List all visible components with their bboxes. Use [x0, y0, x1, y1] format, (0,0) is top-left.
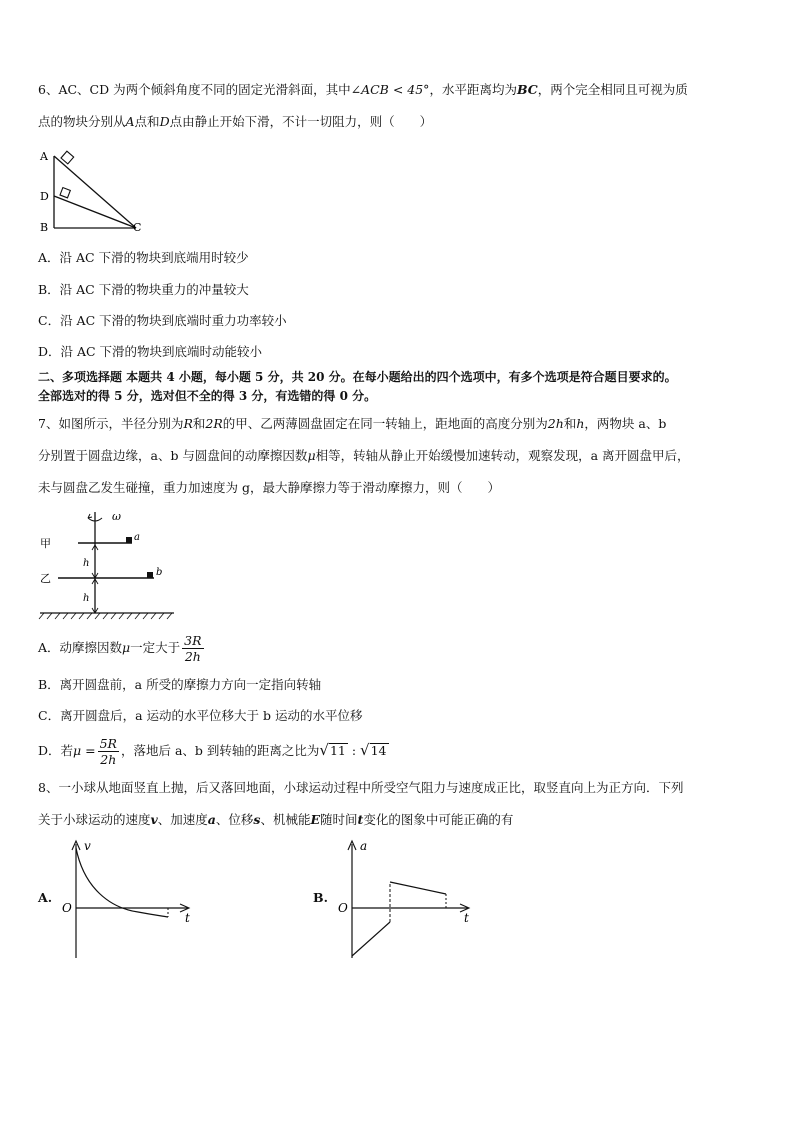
mu-equals: μ = — [73, 743, 96, 758]
q8-text: 、机械能 — [260, 812, 311, 827]
block-a-label: a — [134, 532, 140, 543]
q8-graph-a — [58, 836, 208, 962]
q8-text: 、加速度 — [157, 812, 208, 827]
label-d: D — [40, 190, 49, 203]
label-c: C — [133, 221, 142, 234]
q7-text: 和 — [192, 416, 206, 431]
sqrt-11-radical: √ — [319, 741, 329, 759]
var-s: s — [253, 812, 261, 827]
q7-text: 相等，转轴从静止开始缓慢加速转动，观察发现，a 离开圆盘甲后， — [315, 448, 690, 463]
q6-text: 点由静止开始下滑，不计一切阻力，则（ ） — [169, 114, 433, 129]
q8-text: 随时间 — [320, 812, 358, 827]
q6-option-b: B．沿 AC 下滑的物块重力的冲量较大 — [38, 282, 249, 297]
segment-bc: BC — [516, 82, 538, 97]
q6-text: 6、AC、CD 为两个倾斜角度不同的固定光滑斜面，其中 — [38, 82, 351, 97]
section2-line2: 全部选对的得 5 分，选对但不全的得 3 分，有选错的得 0 分。 — [38, 389, 377, 403]
var-mu: μ — [307, 448, 316, 463]
graph-b-x-label: t — [464, 911, 469, 925]
q8-line1: 8、一小球从地面竖直上抛，后又落回地面，小球运动过程中所受空气阻力与速度成正比，取竖直向上为正方向．下列 — [38, 780, 684, 795]
label-a: A — [40, 150, 48, 163]
q6-line1 — [38, 82, 688, 98]
graph-b-origin: O — [338, 901, 348, 915]
var-2h: 2h — [547, 416, 564, 431]
fraction-numerator: 5R — [99, 736, 117, 751]
section2-line1: 二、多项选择题 本题共 4 小题，每小题 5 分，共 20 分。在每小题给出的四个选项中，有多个选项是符合题目要求的。 — [38, 370, 677, 384]
angle-expression: ∠ACB < 45° — [350, 82, 430, 97]
q8-graph-b — [334, 836, 484, 962]
point-d: D — [159, 114, 170, 129]
q6-text: ，两个完全相同且可视为质 — [537, 82, 688, 97]
var-t: t — [357, 812, 364, 827]
q7-option-c: C．离开圆盘后，a 运动的水平位移大于 b 运动的水平位移 — [38, 708, 363, 723]
fraction-denominator: 2h — [100, 752, 117, 767]
q7-text: 的甲、乙两薄圆盘固定在同一转轴上，距地面的高度分别为 — [222, 416, 548, 431]
graph-a-x-label: t — [185, 911, 190, 925]
q6-line2 — [38, 114, 432, 130]
fraction-5r-2h — [98, 736, 119, 767]
var-r: R — [183, 416, 193, 431]
q7-option-d-text: D．若 — [38, 743, 74, 758]
graph-a-y-label: v — [84, 839, 91, 853]
graph-b-option-label: B. — [313, 890, 328, 905]
q6-text: 点和 — [134, 114, 160, 129]
fraction-denominator: 2h — [184, 649, 201, 664]
point-a: A — [125, 114, 135, 129]
q6-option-c: C．沿 AC 下滑的物块到底端时重力功率较小 — [38, 313, 287, 328]
fraction-3r-2h — [182, 633, 203, 664]
var-2r: 2R — [205, 416, 223, 431]
q7-line1 — [38, 416, 666, 432]
var-v: v — [150, 812, 158, 827]
var-mu: μ — [122, 640, 131, 655]
q8-text: 变化的图象中可能正确的有 — [363, 812, 514, 827]
var-e: E — [310, 812, 321, 827]
q7-text: 分别置于圆盘边缘，a、b 与圆盘间的动摩擦因数 — [38, 448, 308, 463]
var-h: h — [576, 416, 585, 431]
q7-option-b: B．离开圆盘前，a 所受的摩擦力方向一定指向转轴 — [38, 677, 322, 692]
q8-text: 、位移 — [215, 812, 254, 827]
q7-option-a-text: A．动摩擦因数 — [38, 640, 123, 655]
q8-text: 关于小球运动的速度 — [38, 812, 151, 827]
q6-option-a: A．沿 AC 下滑的物块到底端用时较少 — [38, 250, 249, 265]
q7-line3: 未与圆盘乙发生碰撞，重力加速度为 g，最大静摩擦力等于滑动摩擦力，则（ ） — [38, 480, 500, 495]
block-b-label: b — [156, 567, 163, 578]
q7-option-d — [38, 734, 389, 767]
sqrt-14-radical: √ — [360, 741, 370, 759]
graph-a-option-label: A. — [38, 890, 53, 905]
h-upper-label: h — [83, 558, 90, 569]
fraction-numerator: 3R — [184, 633, 202, 648]
disk-yi-label: 乙 — [40, 572, 51, 585]
omega-label: ω — [112, 510, 121, 523]
q7-line2 — [38, 448, 690, 464]
q7-option-a-text: 一定大于 — [130, 640, 181, 655]
q7-disks-figure — [36, 506, 186, 622]
q7-text: ，两物块 a、b — [584, 416, 667, 431]
label-b: B — [40, 221, 49, 234]
q7-text: 和 — [563, 416, 577, 431]
q7-option-d-text: ，落地后 a、b 到转轴的距离之比为 — [120, 743, 320, 758]
graph-a-origin: O — [62, 901, 72, 915]
q7-text: 7、如图所示，半径分别为 — [38, 416, 184, 431]
q6-text: 点的物块分别从 — [38, 114, 126, 129]
q7-option-a — [38, 632, 206, 664]
sqrt-11: 11 — [329, 743, 346, 758]
q6-text: ，水平距离均为 — [429, 82, 517, 97]
h-lower-label: h — [83, 593, 90, 604]
q6-incline-figure — [36, 144, 156, 236]
graph-b-y-label: a — [360, 839, 368, 853]
sqrt-14: 14 — [370, 743, 387, 758]
ratio-colon: : — [347, 743, 361, 758]
disk-jia-label: 甲 — [40, 537, 51, 550]
var-a: a — [207, 812, 216, 827]
q6-option-d: D．沿 AC 下滑的物块到底端时动能较小 — [38, 344, 263, 359]
q8-line2 — [38, 812, 513, 828]
